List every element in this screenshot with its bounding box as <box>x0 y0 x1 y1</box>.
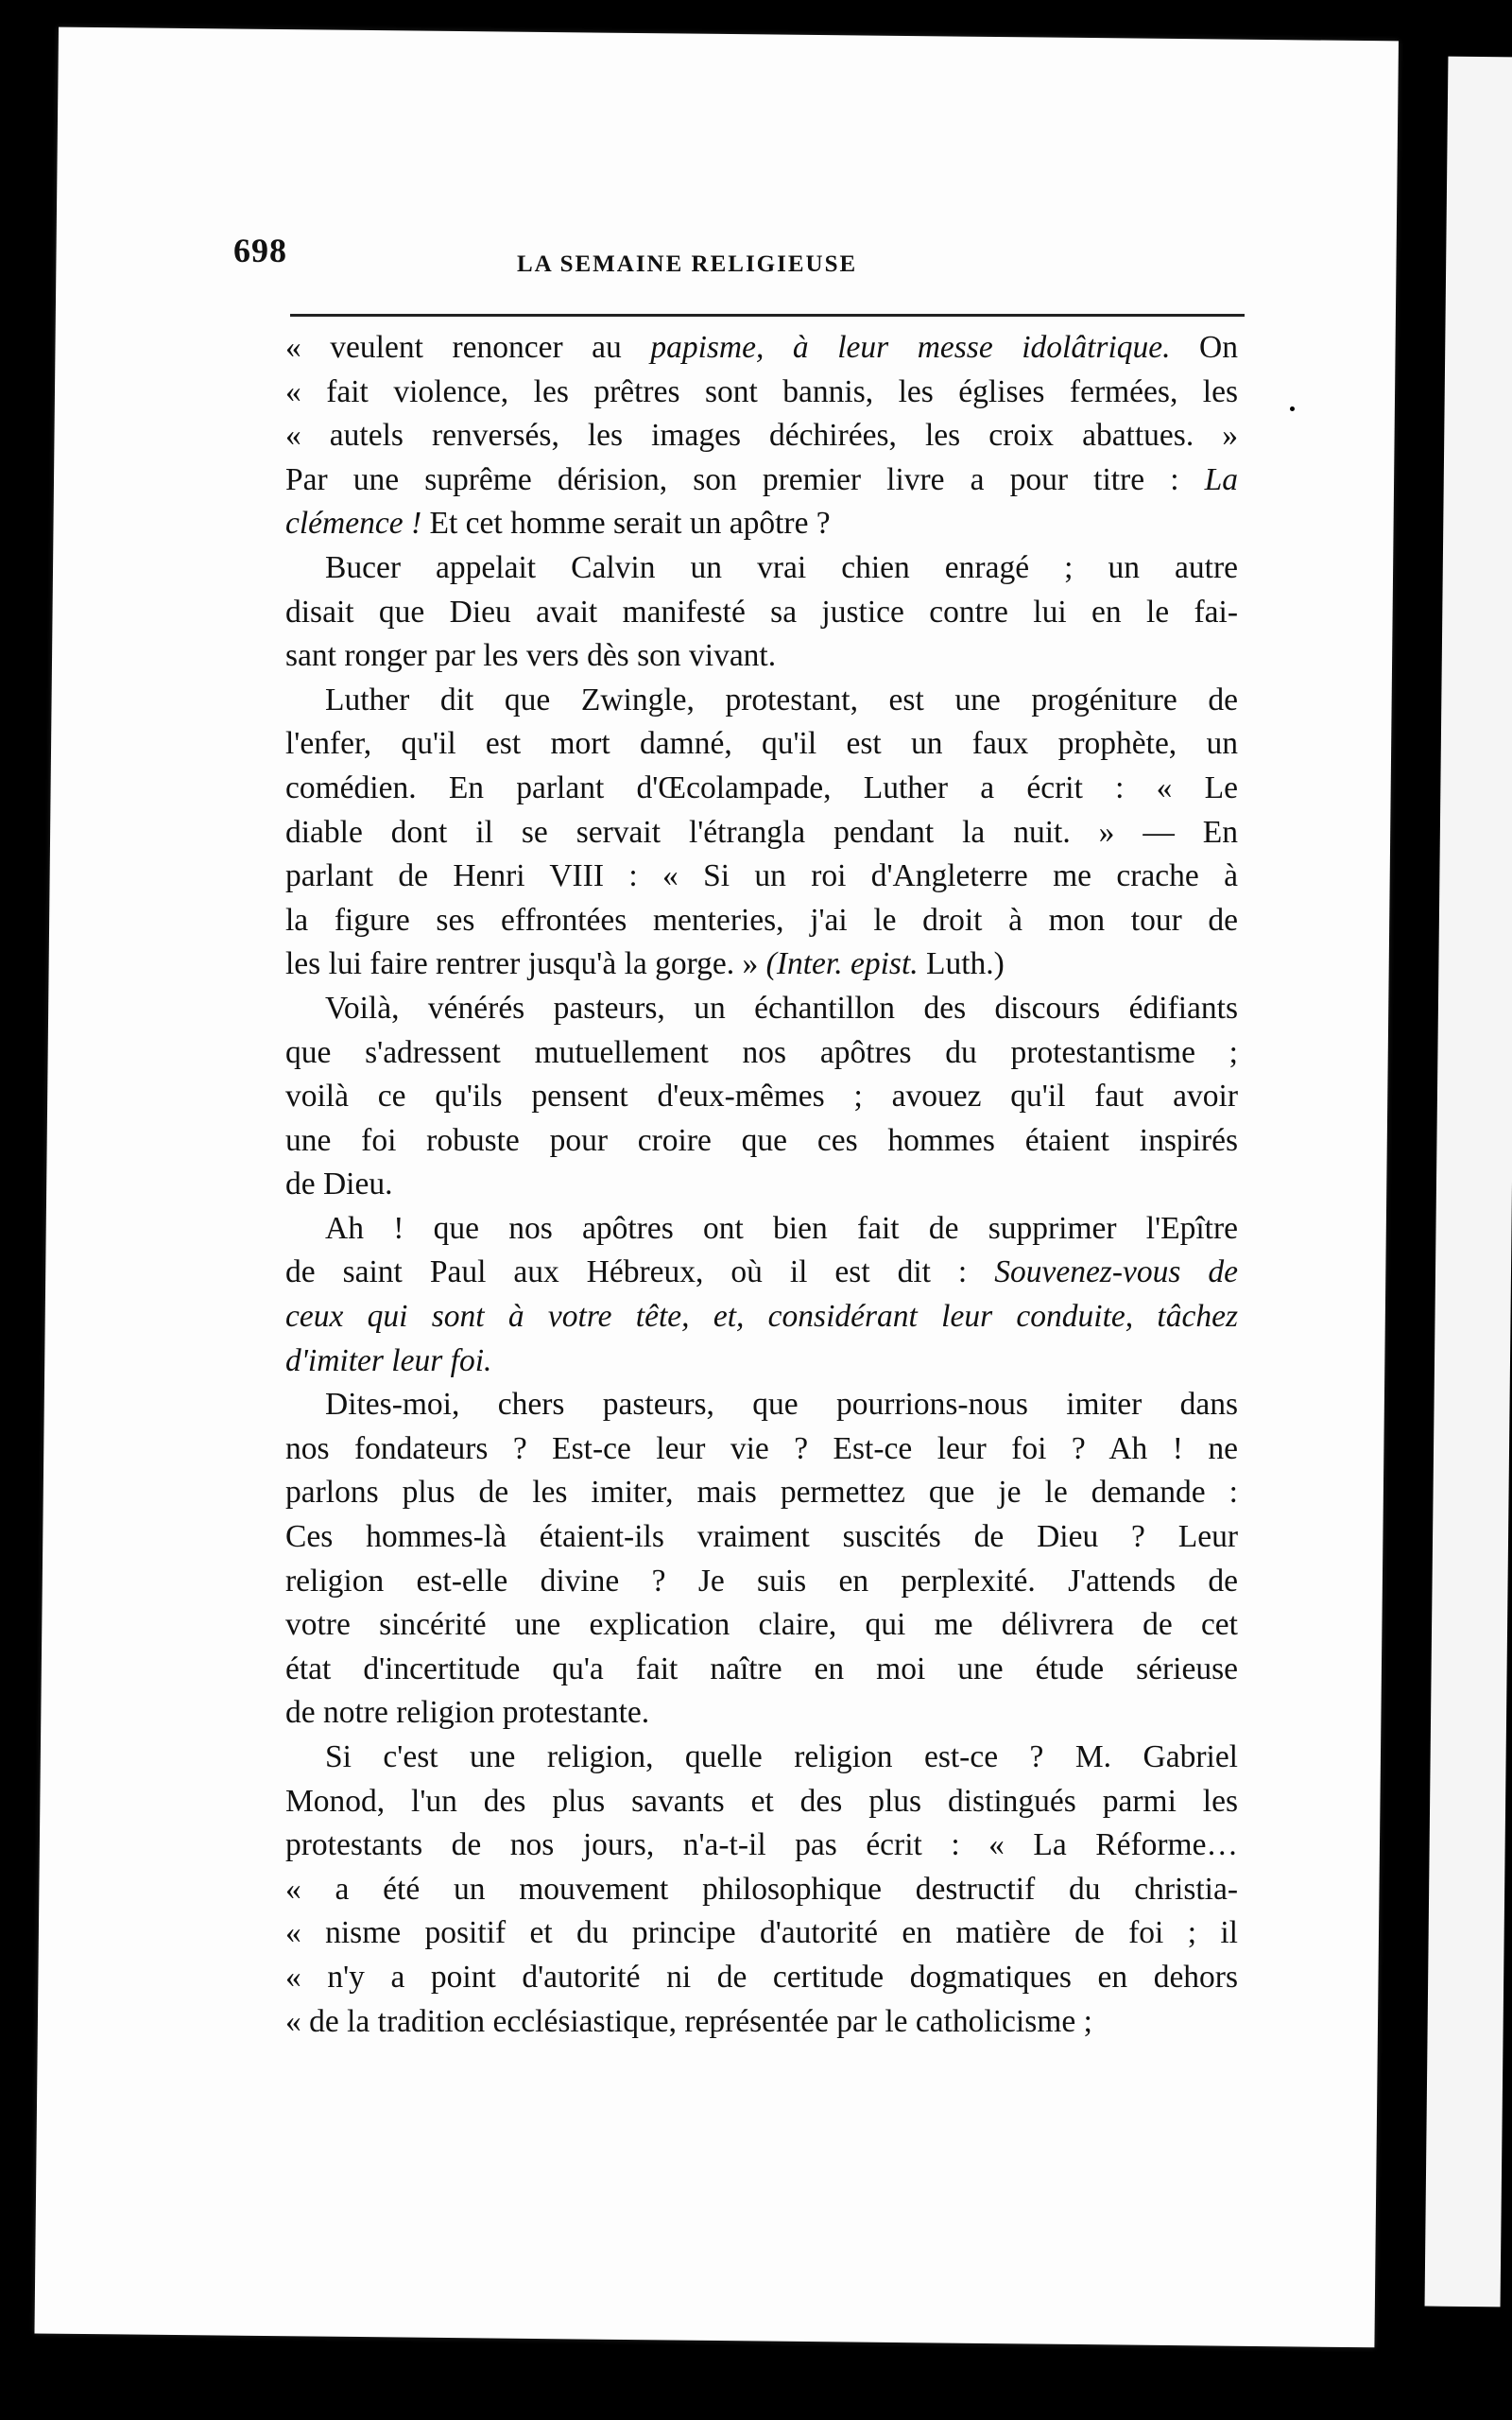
text-line <box>285 1075 1238 1119</box>
facing-page-edge <box>1425 57 1512 2308</box>
text-run: de saint Paul aux Hébreux, où il est dit : <box>285 1254 995 1290</box>
text-line <box>285 1031 1238 1076</box>
text-line <box>285 1560 1238 1604</box>
text-line <box>285 1956 1238 2000</box>
text-run: Bucer appelait Calvin un vrai chien enragé ; un autre <box>325 549 1238 585</box>
text-line <box>285 1824 1238 1868</box>
text-run: diable dont il se servait l'étrangla pendant la nuit. » — En <box>285 814 1238 850</box>
text-run: religion est-elle divine ? Je suis en perplexité. J'attends de <box>285 1563 1238 1599</box>
text-run: Monod, l'un des plus savants et des plus distingués parmi les <box>285 1783 1238 1819</box>
text-line <box>285 1119 1238 1164</box>
text-run: Luth.) <box>918 946 1005 982</box>
scan-speck <box>284 8 287 13</box>
text-line <box>285 371 1238 415</box>
text-line <box>285 1780 1238 1824</box>
text-line <box>285 1383 1238 1427</box>
text-run: que s'adressent mutuellement nos apôtres du protestantisme ; <box>285 1034 1238 1070</box>
text-line <box>285 1736 1238 1780</box>
text-run: de Dieu. <box>285 1167 393 1202</box>
text-line <box>285 1295 1238 1340</box>
text-line <box>285 1251 1238 1295</box>
text-line <box>285 811 1238 856</box>
text-line <box>285 1163 1238 1207</box>
text-run: Luther dit que Zwingle, protestant, est une progéniture de <box>325 682 1238 717</box>
paragraph <box>285 1207 1238 1383</box>
text-line <box>285 591 1238 635</box>
text-line <box>285 899 1238 943</box>
text-run: état d'incertitude qu'a fait naître en moi une étude sérieuse <box>285 1651 1238 1686</box>
italic-text-run: (Inter. epist. <box>765 946 919 982</box>
text-line <box>285 546 1238 591</box>
text-run: « veulent renoncer au <box>285 330 651 365</box>
body-text <box>285 326 1238 2044</box>
text-run: « nisme positif et du principe d'autorité en matière de foi ; il <box>285 1915 1238 1951</box>
text-line <box>285 502 1238 546</box>
text-run: « autels renversés, les images déchirées, les croix abattues. » <box>285 418 1238 454</box>
paragraph <box>285 1736 1238 2044</box>
text-run: parlons plus de les imiter, mais permettez que je le demande : <box>285 1475 1238 1511</box>
text-run: protestants de nos jours, n'a-t-il pas écrit : « La Réforme… <box>285 1827 1238 1863</box>
text-line <box>285 1911 1238 1956</box>
text-line <box>285 1868 1238 1912</box>
text-line <box>285 1648 1238 1692</box>
paragraph <box>285 546 1238 679</box>
paragraph <box>285 987 1238 1207</box>
text-line <box>285 1427 1238 1472</box>
scan-speck <box>1290 406 1295 411</box>
text-run: « fait violence, les prêtres sont bannis, les églises fermées, les <box>285 373 1238 409</box>
text-run: une foi robuste pour croire que ces hommes étaient inspirés <box>285 1122 1238 1158</box>
text-run: disait que Dieu avait manifesté sa justice contre lui en le fai- <box>285 594 1238 630</box>
paragraph <box>285 1383 1238 1736</box>
text-line <box>285 942 1238 987</box>
italic-text-run: papisme, à leur messe idolâtrique. <box>650 330 1171 365</box>
text-run: On <box>1170 330 1239 365</box>
text-line <box>285 679 1238 723</box>
text-run: Voilà, vénérés pasteurs, un échantillon des discours édifiants <box>325 990 1238 1026</box>
text-run: « n'y a point d'autorité ni de certitude dogmatiques en dehors <box>285 1959 1238 1995</box>
text-line <box>285 326 1238 371</box>
italic-text-run: Souvenez-vous de <box>994 1254 1238 1290</box>
text-run: l'enfer, qu'il est mort damné, qu'il est un faux prophète, un <box>285 726 1238 762</box>
text-line <box>285 1340 1238 1384</box>
text-run: parlant de Henri VIII : « Si un roi d'Angleterre me crache à <box>285 858 1238 894</box>
text-line <box>285 1691 1238 1736</box>
text-line <box>285 634 1238 679</box>
text-run: « a été un mouvement philosophique destructif du christia- <box>285 1871 1238 1907</box>
page-number: 698 <box>233 232 287 269</box>
text-line <box>285 2000 1238 2045</box>
text-run: Et cet homme serait un apôtre ? <box>421 506 831 542</box>
text-run: la figure ses effrontées menteries, j'ai le droit à mon tour de <box>285 902 1238 938</box>
italic-text-run: d'imiter leur foi. <box>285 1342 492 1378</box>
text-run: nos fondateurs ? Est-ce leur vie ? Est-ce leur foi ? Ah ! ne <box>285 1430 1238 1466</box>
text-run: de notre religion protestante. <box>285 1695 650 1731</box>
header-rule <box>290 314 1245 317</box>
paragraph <box>285 326 1238 546</box>
text-run: Par une suprême dérision, son premier livre a pour titre : <box>285 461 1205 497</box>
running-title: LA SEMAINE RELIGIEUSE <box>517 251 858 277</box>
text-line <box>285 987 1238 1031</box>
text-line <box>285 1471 1238 1515</box>
paragraph <box>285 679 1238 987</box>
italic-text-run: La <box>1204 461 1238 497</box>
text-run: Ces hommes-là étaient-ils vraiment suscités de Dieu ? Leur <box>285 1519 1238 1555</box>
text-run: sant ronger par les vers dès son vivant. <box>285 638 777 674</box>
text-run: voilà ce qu'ils pensent d'eux-mêmes ; avouez qu'il faut avoir <box>285 1079 1238 1115</box>
text-line <box>285 1515 1238 1560</box>
text-run: votre sincérité une explication claire, qui me délivrera de cet <box>285 1607 1238 1643</box>
text-run: Dites-moi, chers pasteurs, que pourrions-nous imiter dans <box>325 1387 1238 1423</box>
page-header <box>233 199 1254 284</box>
text-line <box>285 1207 1238 1252</box>
text-run: Ah ! que nos apôtres ont bien fait de supprimer l'Epître <box>325 1210 1238 1246</box>
text-run: comédien. En parlant d'Œcolampade, Luther a écrit : « Le <box>285 769 1238 805</box>
text-line <box>285 458 1238 503</box>
text-run: « de la tradition ecclésiastique, représentée par le catholicisme ; <box>285 2003 1092 2039</box>
text-line <box>285 855 1238 899</box>
text-line <box>285 414 1238 458</box>
text-line <box>285 767 1238 811</box>
italic-text-run: clémence ! <box>285 506 422 542</box>
text-run: les lui faire rentrer jusqu'à la gorge. » <box>285 946 766 982</box>
text-line <box>285 1603 1238 1648</box>
italic-text-run: ceux qui sont à votre tête, et, considérant leur conduite, tâchez <box>285 1299 1238 1335</box>
text-line <box>285 722 1238 767</box>
text-run: Si c'est une religion, quelle religion est-ce ? M. Gabriel <box>325 1739 1238 1774</box>
